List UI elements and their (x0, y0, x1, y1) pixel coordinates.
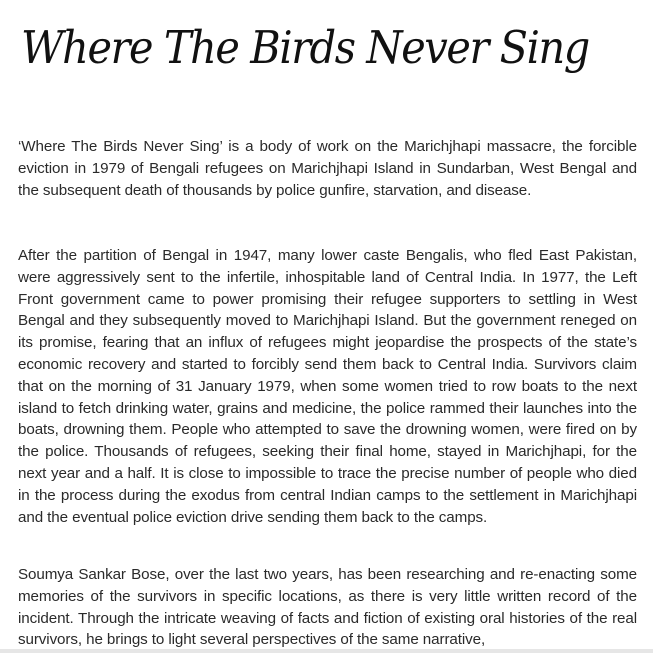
page-title: Where The Birds Never Sing (21, 21, 589, 74)
horizontal-scrollbar[interactable] (0, 649, 653, 653)
history-paragraph: After the partition of Bengal in 1947, many lower caste Bengalis, who fled East Pakistan, were aggressively sent to the infertile, inhospitable land of Central India. In 1977, the Left Front government came to power promising their refugee supporters to settling in West Bengal and they subsequently moved to Marichjhapi Island. But the government reneged on its promise, fearing that an influx of refugees might jeopardise the prospects of the state’s economic recovery and started to forcibly send them back to Central India. Survivors claim that on the morning of 31 January 1979, when some women tried to row boats to the next island to fetch drinking water, grains and medicine, the police rammed their launches into the boats, drowning them. People who attempted to save the drowning women, were fired on by the police. Thousands of refugees, seeking their final home, stayed in Marichjhapi, for the next year and a half. It is close to impossible to trace the precise number of people who died in the process during the exodus from central Indian camps to the settlement in Marichjhapi and the eventual police eviction drive sending them back to the camps. (18, 247, 637, 526)
artist-paragraph: Soumya Sankar Bose, over the last two years, has been researching and re-enacting some memories of the survivors in specific locations, as there is very little written record of the incident. Through the intricate weaving of facts and fiction of existing oral histories of the real survivors, he brings to light several perspectives of the same narrative, (18, 566, 637, 649)
intro-paragraph: ‘Where The Birds Never Sing’ is a body of work on the Marichjhapi massacre, the forcible eviction in 1979 of Bengali refugees on Marichjhapi Island in Sundarban, West Bengal and the subsequent death of thousands by police gunfire, starvation, and disease. (18, 138, 637, 199)
